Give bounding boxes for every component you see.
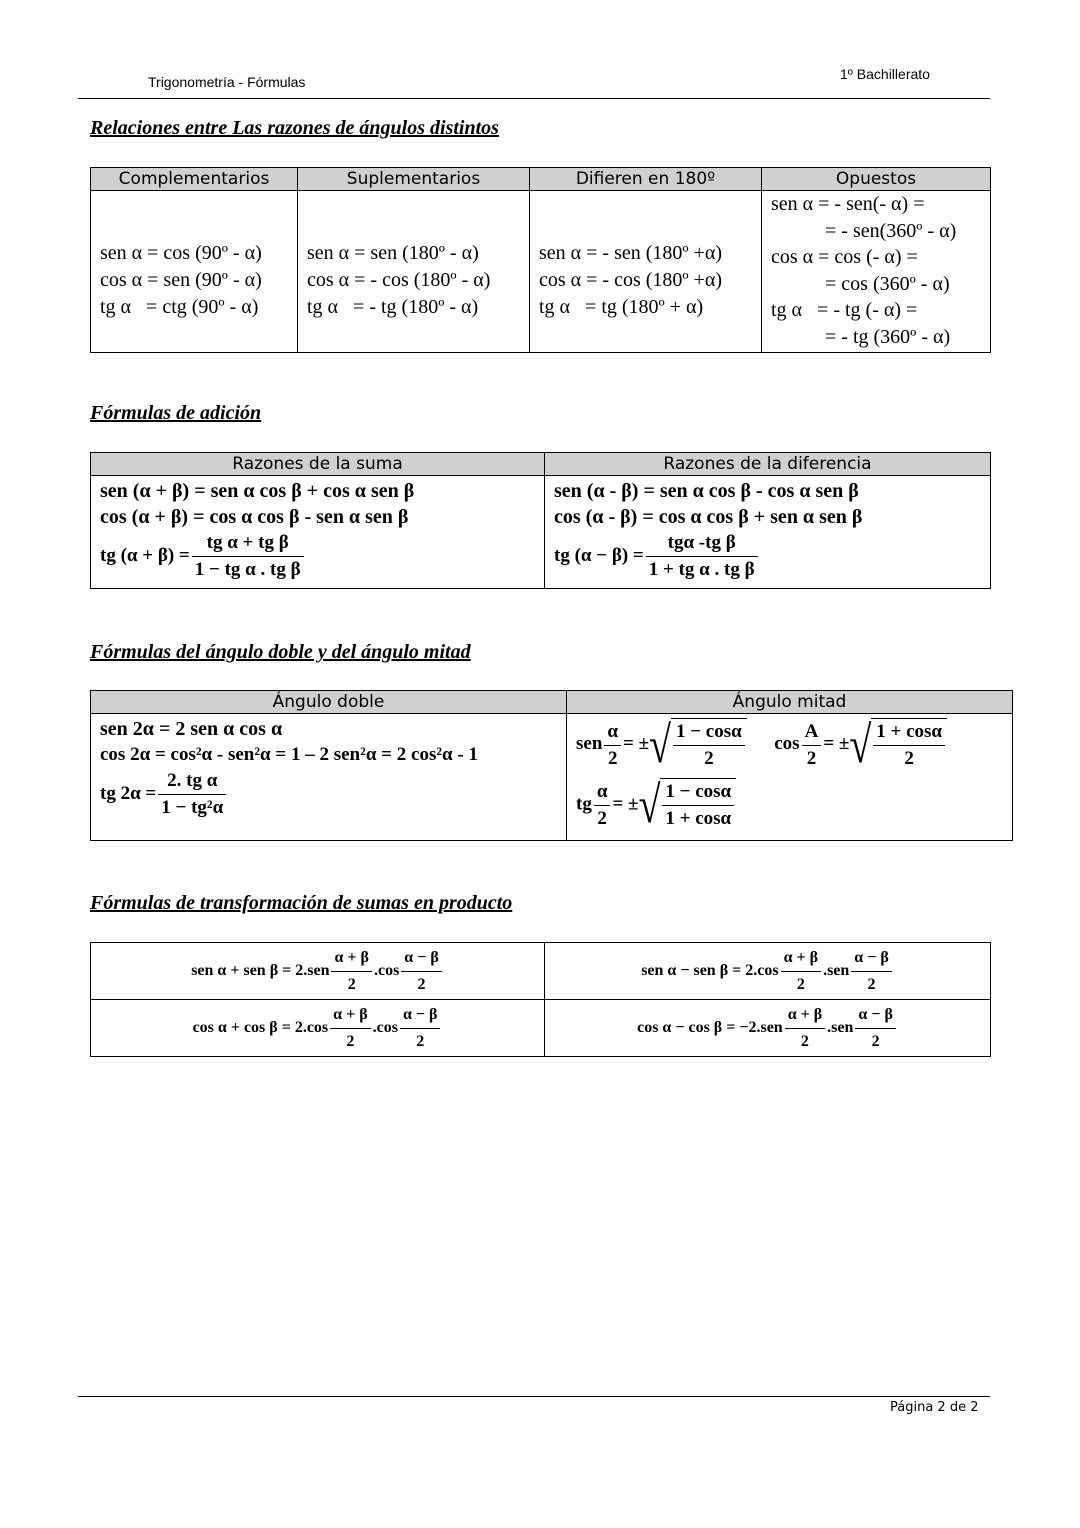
fn: cos xyxy=(774,733,800,755)
opuestos-cell xyxy=(762,191,990,352)
formula: tg α = - tg (180º - α) xyxy=(307,296,479,318)
formula: sen α = sen (180º - α) xyxy=(307,242,479,264)
formula: cos α = - cos (180º +α) xyxy=(539,269,723,291)
formula: tg α = tg (180º + α) xyxy=(539,296,704,318)
formula: cos 2α = cos²α - sen²α = 1 – 2 sen²α = 2 cos²α - 1 xyxy=(100,744,478,765)
header-level: 1º Bachillerato xyxy=(840,66,930,82)
col-header: Razones de la diferencia xyxy=(545,453,991,476)
formula: cos (α - β) = cos α cos β + sen α sen β xyxy=(554,506,863,528)
col-header: Suplementarios xyxy=(298,168,530,191)
plus-minus: = ± xyxy=(823,733,850,755)
formula-tg-suma xyxy=(100,530,535,583)
sqrt: √ $\frac{1 - \cos\alpha}{2}$ xyxy=(649,718,747,772)
adicion-table xyxy=(90,452,991,589)
sqrt: √ $\frac{1 - \cos\alpha}{1 + \cos\alpha}$ xyxy=(638,778,736,832)
col-header: Ángulo mitad xyxy=(567,691,1013,714)
numerator: A xyxy=(802,719,822,746)
formula: sen α = - sen(- α) = xyxy=(771,193,925,215)
col-header: Difieren en 180º xyxy=(530,168,762,191)
formula: = - sen(360º - α) xyxy=(825,219,957,242)
numerator: α − β xyxy=(851,945,891,972)
numerator: α xyxy=(604,719,621,746)
formula: tg α = - tg (- α) = xyxy=(771,299,918,321)
relaciones-table xyxy=(90,167,991,353)
formula-tg-mitad xyxy=(576,775,1003,834)
numerator: 1 − cosα xyxy=(662,779,734,806)
fn: tg xyxy=(576,793,592,815)
complementarios-cell xyxy=(91,220,297,323)
denominator: 2 xyxy=(607,747,618,769)
section-title-transformacion: Fórmulas de transformación de sumas en producto xyxy=(90,892,513,914)
transformacion-table xyxy=(90,942,991,1057)
diferencia-cell xyxy=(545,476,990,585)
formula: cos α = sen (90º - α) xyxy=(100,269,262,291)
formula-tg-diferencia xyxy=(554,530,981,583)
denominator: 2 xyxy=(796,975,805,993)
formula-cos-resta xyxy=(545,1000,991,1057)
denominator: 2 xyxy=(346,1032,355,1050)
formula: = - tg (360º - α) xyxy=(825,325,951,348)
section-title-doble-mitad: Fórmulas del ángulo doble y del ángulo mitad xyxy=(90,641,471,663)
formula: sen α = cos (90º - α) xyxy=(100,242,262,264)
formula: cos (α + β) = cos α cos β - sen α sen β xyxy=(100,506,409,528)
plus-minus: = ± xyxy=(612,793,639,815)
lhs: tg 2α = xyxy=(100,782,157,804)
suplementarios-cell xyxy=(298,220,529,323)
numerator: α − β xyxy=(855,1002,895,1029)
col-header: Opuestos xyxy=(762,168,991,191)
col-header: Ángulo doble xyxy=(91,691,567,714)
header-title: Trigonometría - Fórmulas xyxy=(148,74,306,90)
mid: .cos xyxy=(373,961,400,979)
formula-cos-suma xyxy=(91,1000,545,1057)
section-title-adicion: Fórmulas de adición xyxy=(90,402,262,424)
lhs: sen α + sen β = 2.sen xyxy=(191,961,330,979)
col-header: Complementarios xyxy=(91,168,298,191)
numerator: α − β xyxy=(401,945,441,972)
numerator: tg α + tg β xyxy=(192,530,304,557)
denominator: 2 xyxy=(806,747,817,769)
col-header: Razones de la suma xyxy=(91,453,545,476)
denominator: 1 + tg α . tg β xyxy=(648,559,755,580)
denominator: 2 xyxy=(904,748,914,769)
numerator: α + β xyxy=(785,1002,825,1029)
numerator: α + β xyxy=(781,945,821,972)
formula: cos α = cos (- α) = xyxy=(771,246,918,268)
difieren-cell xyxy=(530,220,761,323)
sqrt: √ $\frac{1 + \cos\alpha}{2}$ xyxy=(849,718,947,772)
numerator: α − β xyxy=(400,1002,440,1029)
numerator: 2. tg α xyxy=(158,768,226,795)
plus-minus: = ± xyxy=(623,733,650,755)
numerator: α + β xyxy=(330,1002,370,1029)
lhs: cos α − cos β = −2.sen xyxy=(637,1018,783,1036)
formula: sen 2α = 2 sen α cos α xyxy=(100,718,283,740)
lhs: tg (α − β) = xyxy=(554,544,644,566)
footer-divider xyxy=(78,1396,990,1397)
header-divider xyxy=(78,98,990,99)
formula: sen (α - β) = sen α cos β - cos α sen β xyxy=(554,480,859,502)
numerator: α xyxy=(594,779,611,806)
suma-cell xyxy=(91,476,544,585)
section-title-relaciones: Relaciones entre Las razones de ángulos distintos xyxy=(90,117,499,139)
denominator: 1 − tg α . tg β xyxy=(194,559,301,580)
numerator: 1 − cosα xyxy=(673,719,745,746)
denominator: 2 xyxy=(416,1032,425,1050)
fn: sen xyxy=(576,733,603,755)
numerator: tgα -tg β xyxy=(646,530,758,557)
denominator: 2 xyxy=(867,975,876,993)
formula-sen-resta xyxy=(545,943,991,1000)
lhs: cos α + cos β = 2.cos xyxy=(192,1018,329,1036)
formula-tg-doble xyxy=(100,768,557,821)
formula: = cos (360º - α) xyxy=(825,272,950,295)
formula-sen-suma xyxy=(91,943,545,1000)
numerator: 1 + cosα xyxy=(873,719,945,746)
formula: sen α = - sen (180º +α) xyxy=(539,242,723,264)
lhs: tg (α + β) = xyxy=(100,544,190,566)
formula: tg α = ctg (90º - α) xyxy=(100,296,259,318)
numerator: α + β xyxy=(331,945,371,972)
denominator: 1 + cosα xyxy=(665,808,732,829)
formula: sen (α + β) = sen α cos β + cos α sen β xyxy=(100,480,415,502)
denominator: 2 xyxy=(800,1032,809,1050)
denominator: 2 xyxy=(347,975,356,993)
denominator: 2 xyxy=(597,807,607,829)
denominator: 1 − tg²α xyxy=(161,797,224,818)
doble-mitad-table xyxy=(90,690,1013,841)
doble-cell xyxy=(91,714,566,823)
denominator: 2 xyxy=(417,975,426,993)
denominator: 2 xyxy=(704,748,714,769)
lhs: sen α − sen β = 2.cos xyxy=(641,961,779,979)
formula: cos α = - cos (180º - α) xyxy=(307,269,491,291)
page-number: Página 2 de 2 xyxy=(890,1400,979,1415)
mid: .sen xyxy=(827,1018,854,1036)
mid: .sen xyxy=(823,961,850,979)
denominator: 2 xyxy=(871,1032,880,1050)
mitad-cell xyxy=(567,714,1012,834)
mid: .cos xyxy=(372,1018,398,1036)
